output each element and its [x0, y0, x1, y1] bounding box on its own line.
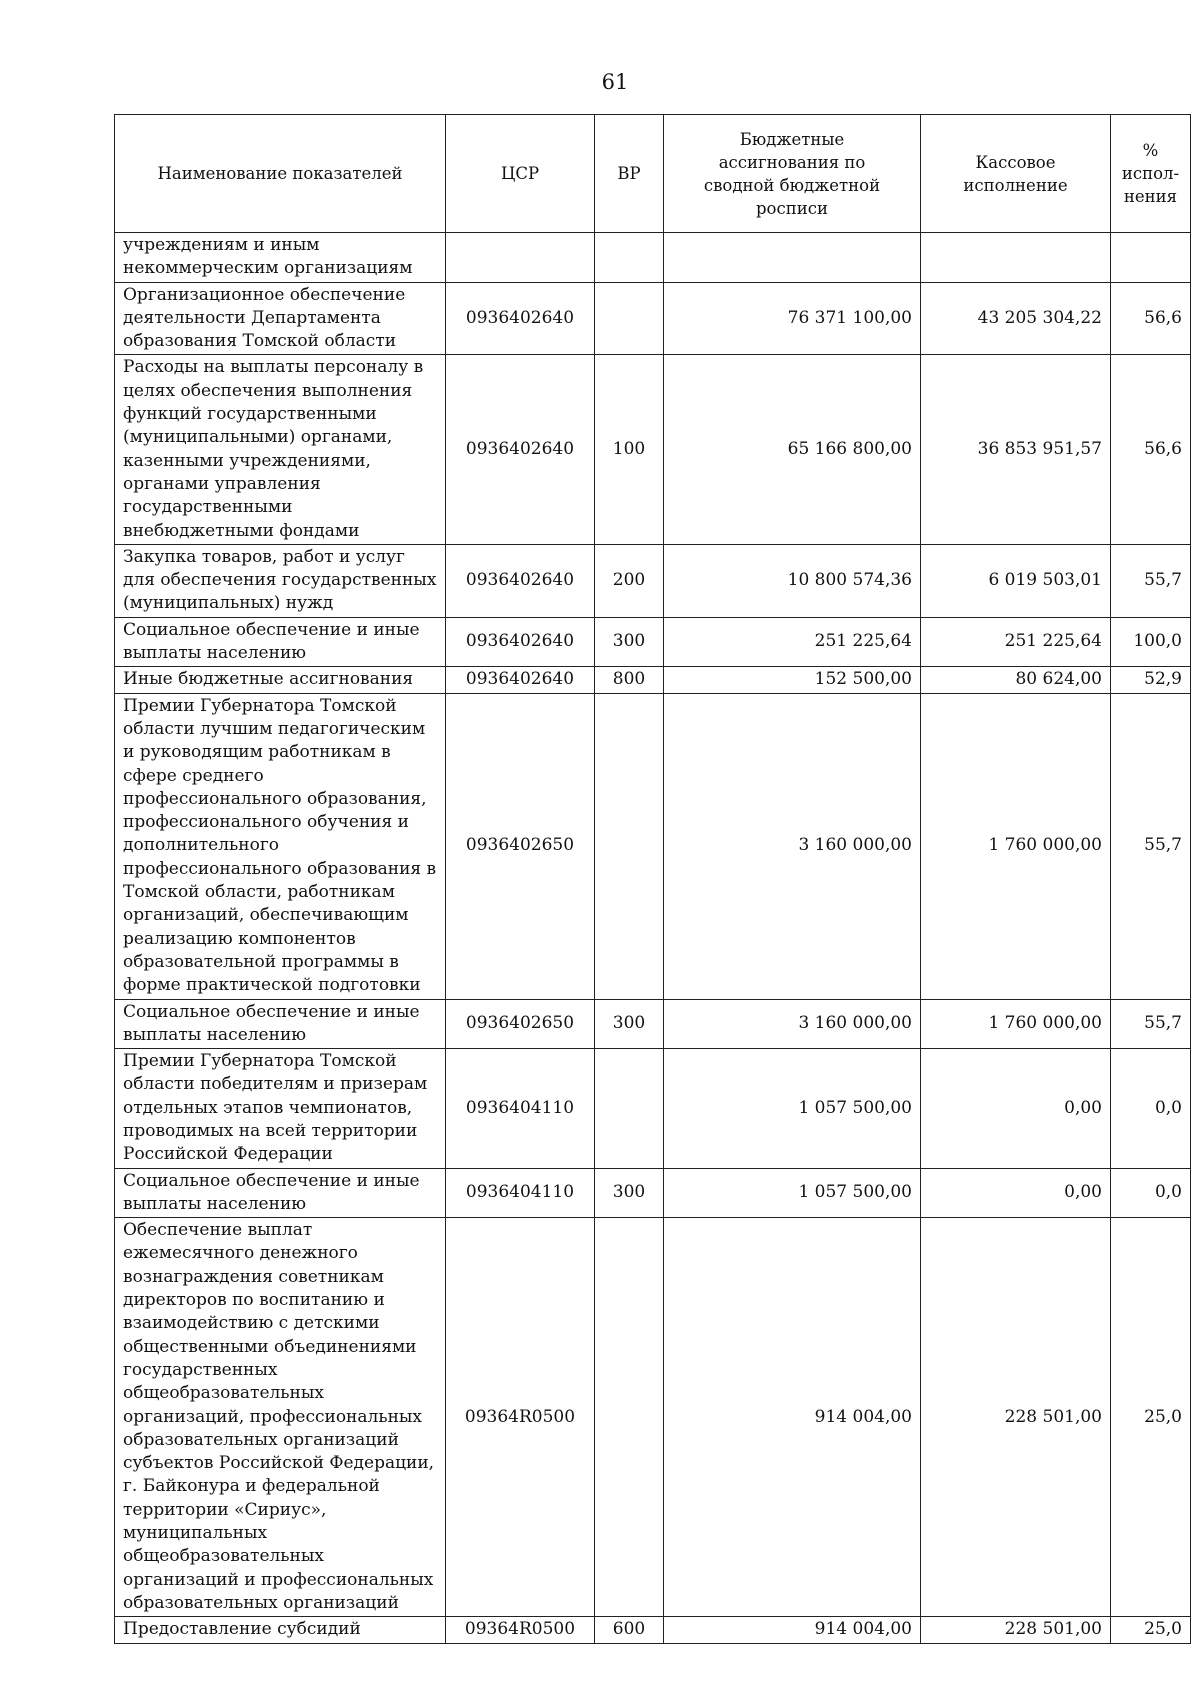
cell-percent: 25,0 — [1111, 1617, 1191, 1643]
header-percent — [1111, 115, 1191, 233]
cell-name: Иные бюджетные ассигнования — [115, 667, 446, 693]
cell-name: Премии Губернатора Томской области лучшим педагогическим и руководящим работникам в сфере среднего профессионального образования, профессионального обучения и дополнительного профессионального образования в Томской области, работникам организаций, обеспечивающим реализацию компонентов образовательной программы в форме практической подготовки — [115, 693, 446, 999]
table-row — [115, 282, 1191, 355]
cell-csr: 0936402650 — [446, 999, 595, 1049]
header-percent-line2: испол- — [1121, 164, 1180, 183]
table-row — [115, 617, 1191, 667]
cell-vr — [595, 693, 664, 999]
cell-allocation: 914 004,00 — [664, 1218, 921, 1617]
header-csr: ЦСР — [446, 115, 595, 233]
table-row — [115, 1049, 1191, 1168]
header-allocations: Бюджетные ассигнования по сводной бюджетной росписи — [664, 115, 921, 233]
cell-execution: 1 760 000,00 — [921, 693, 1111, 999]
cell-execution: 0,00 — [921, 1049, 1111, 1168]
cell-name: Организационное обеспечение деятельности Департамента образования Томской области — [115, 282, 446, 355]
cell-execution: 228 501,00 — [921, 1617, 1111, 1643]
cell-csr: 0936402640 — [446, 617, 595, 667]
cell-execution: 36 853 951,57 — [921, 355, 1111, 544]
cell-execution: 43 205 304,22 — [921, 282, 1111, 355]
table-body — [115, 233, 1191, 1644]
cell-allocation: 1 057 500,00 — [664, 1168, 921, 1218]
table-row — [115, 1218, 1191, 1617]
table-row — [115, 355, 1191, 544]
table-row — [115, 693, 1191, 999]
cell-csr: 0936402640 — [446, 355, 595, 544]
page-number: 61 — [601, 70, 629, 94]
cell-allocation — [664, 233, 921, 283]
cell-execution: 251 225,64 — [921, 617, 1111, 667]
cell-allocation: 3 160 000,00 — [664, 999, 921, 1049]
cell-vr — [595, 1218, 664, 1617]
cell-vr — [595, 282, 664, 355]
cell-csr: 0936402640 — [446, 667, 595, 693]
cell-allocation: 10 800 574,36 — [664, 544, 921, 617]
cell-percent: 52,9 — [1111, 667, 1191, 693]
cell-percent: 0,0 — [1111, 1168, 1191, 1218]
cell-vr: 300 — [595, 617, 664, 667]
cell-percent: 55,7 — [1111, 693, 1191, 999]
cell-csr: 0936404110 — [446, 1168, 595, 1218]
cell-percent: 56,6 — [1111, 355, 1191, 544]
header-percent-line3: нения — [1123, 187, 1178, 206]
cell-percent: 0,0 — [1111, 1049, 1191, 1168]
table-row — [115, 667, 1191, 693]
cell-csr: 0936402650 — [446, 693, 595, 999]
cell-vr: 100 — [595, 355, 664, 544]
cell-allocation: 1 057 500,00 — [664, 1049, 921, 1168]
header-name: Наименование показателей — [115, 115, 446, 233]
cell-allocation: 65 166 800,00 — [664, 355, 921, 544]
cell-name: Премии Губернатора Томской области победителям и призерам отдельных этапов чемпионатов, проводимых на всей территории Российской Федерации — [115, 1049, 446, 1168]
cell-execution: 1 760 000,00 — [921, 999, 1111, 1049]
cell-name: учреждениям и иным некоммерческим организациям — [115, 233, 446, 283]
table-row — [115, 1168, 1191, 1218]
cell-allocation: 914 004,00 — [664, 1617, 921, 1643]
cell-execution: 6 019 503,01 — [921, 544, 1111, 617]
cell-csr: 09364R0500 — [446, 1617, 595, 1643]
cell-percent: 55,7 — [1111, 544, 1191, 617]
cell-name: Социальное обеспечение и иные выплаты населению — [115, 1168, 446, 1218]
cell-percent: 25,0 — [1111, 1218, 1191, 1617]
table-row — [115, 544, 1191, 617]
cell-vr: 800 — [595, 667, 664, 693]
cell-allocation: 152 500,00 — [664, 667, 921, 693]
cell-csr: 0936402640 — [446, 282, 595, 355]
cell-name: Социальное обеспечение и иные выплаты населению — [115, 617, 446, 667]
header-percent-line1: % — [1142, 141, 1159, 160]
cell-percent: 55,7 — [1111, 999, 1191, 1049]
cell-csr — [446, 233, 595, 283]
cell-name: Закупка товаров, работ и услуг для обеспечения государственных (муниципальных) нужд — [115, 544, 446, 617]
cell-vr — [595, 1049, 664, 1168]
table-row — [115, 999, 1191, 1049]
table-row — [115, 233, 1191, 283]
cell-execution: 0,00 — [921, 1168, 1111, 1218]
cell-csr: 0936402640 — [446, 544, 595, 617]
cell-execution: 228 501,00 — [921, 1218, 1111, 1617]
cell-vr: 200 — [595, 544, 664, 617]
cell-name: Социальное обеспечение и иные выплаты населению — [115, 999, 446, 1049]
cell-csr: 0936404110 — [446, 1049, 595, 1168]
budget-execution-table — [114, 114, 1191, 1644]
cell-allocation: 3 160 000,00 — [664, 693, 921, 999]
header-vr: ВР — [595, 115, 664, 233]
cell-vr: 300 — [595, 999, 664, 1049]
cell-vr: 300 — [595, 1168, 664, 1218]
cell-csr: 09364R0500 — [446, 1218, 595, 1617]
table-header-row — [115, 115, 1191, 233]
table-row — [115, 1617, 1191, 1643]
cell-percent: 100,0 — [1111, 617, 1191, 667]
cell-execution: 80 624,00 — [921, 667, 1111, 693]
cell-allocation: 76 371 100,00 — [664, 282, 921, 355]
cell-name: Расходы на выплаты персоналу в целях обеспечения выполнения функций государственными (муниципальными) органами, казенными учреждениями, органами управления государственными внебюджетными фондами — [115, 355, 446, 544]
cell-percent: 56,6 — [1111, 282, 1191, 355]
cell-vr — [595, 233, 664, 283]
cell-percent — [1111, 233, 1191, 283]
cell-vr: 600 — [595, 1617, 664, 1643]
header-execution: Кассовое исполнение — [921, 115, 1111, 233]
cell-execution — [921, 233, 1111, 283]
cell-name: Обеспечение выплат ежемесячного денежного вознаграждения советникам директоров по воспитанию и взаимодействию с детскими общественными объединениями государственных общеобразовательных организаций, профессиональных образовательных организаций субъектов Российской Федерации, г. Байконура и федеральной территории «Сириус», муниципальных общеобразовательных организаций и профессиональных образовательных организаций — [115, 1218, 446, 1617]
cell-name: Предоставление субсидий — [115, 1617, 446, 1643]
cell-allocation: 251 225,64 — [664, 617, 921, 667]
